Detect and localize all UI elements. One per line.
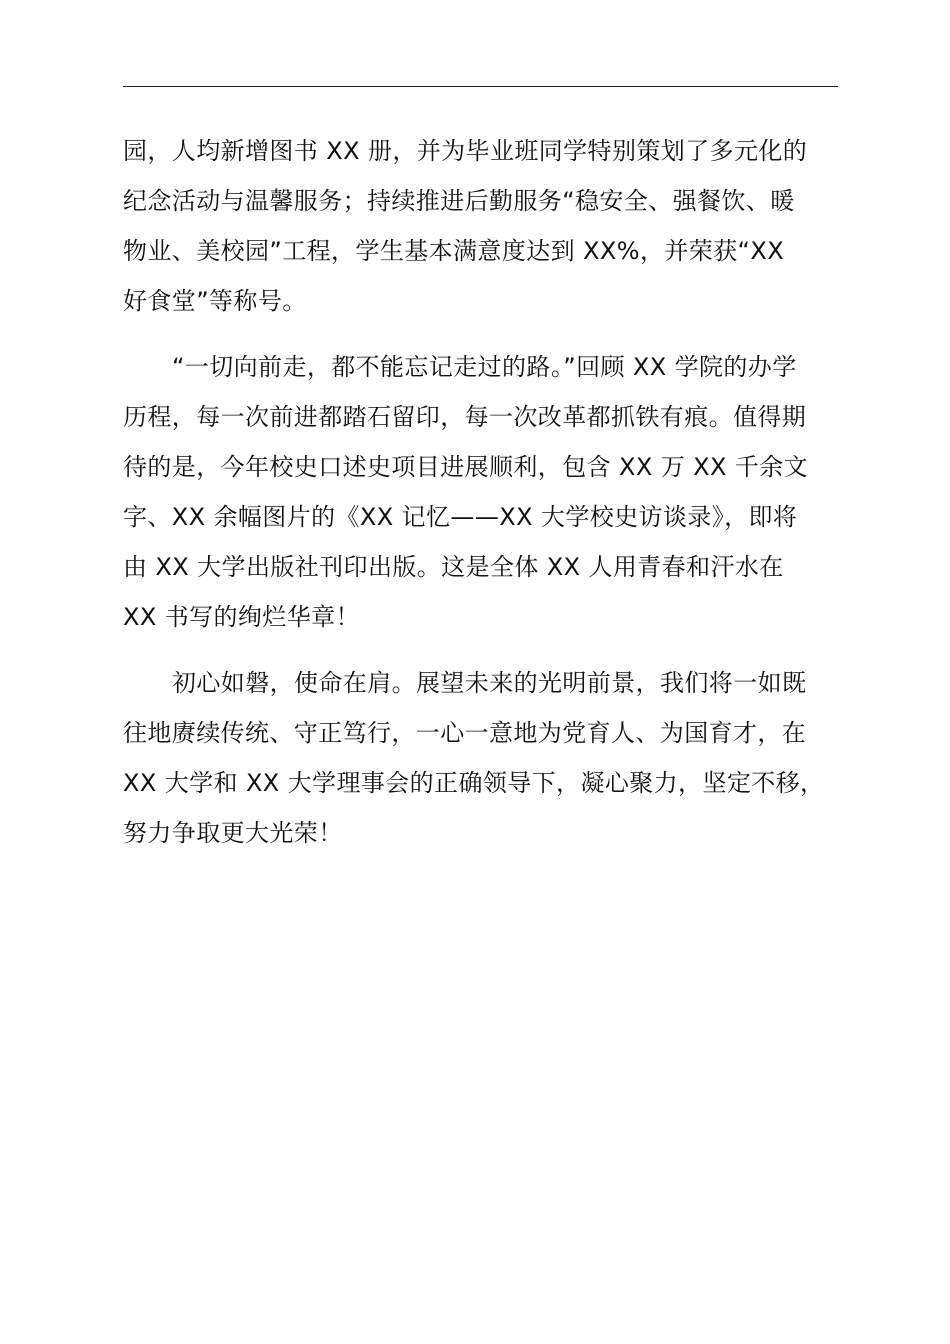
text-line: 物业、美校园”工程，学生基本满意度达到 XX%，并荣获“XX (123, 237, 785, 265)
paragraph-spacer (123, 326, 861, 342)
text-line: XX 大学和 XX 大学理事会的正确领导下，凝心聚力，坚定不移， (123, 769, 825, 797)
paragraph-2 (123, 342, 861, 642)
text-line: 纪念活动与温馨服务；持续推进后勤服务“稳安全、强餐饮、暖 (123, 187, 795, 215)
text-line: 努力争取更大光荣！ (123, 819, 343, 847)
text-line: 园，人均新增图书 XX 册，并为毕业班同学特别策划了多元化的 (123, 137, 808, 165)
header-rule (123, 86, 838, 87)
text-line: 待的是，今年校史口述史项目进展顺利，包含 XX 万 XX 千余文 (123, 453, 809, 481)
text-line: 历程，每一次前进都踏石留印，每一次改革都抓铁有痕。值得期 (123, 403, 807, 431)
text-line: 初心如磐，使命在肩。展望未来的光明前景，我们将一如既 (172, 669, 807, 697)
body-text (123, 126, 861, 858)
text-line: “一切向前走，都不能忘记走过的路。”回顾 XX 学院的办学 (172, 353, 797, 381)
paragraph-1 (123, 126, 861, 326)
text-line: 字、XX 余幅图片的《XX 记忆——XX 大学校史访谈录》，即将 (123, 503, 798, 531)
text-line: 好食堂”等称号。 (123, 287, 307, 315)
paragraph-3 (123, 658, 861, 858)
text-line: XX 书写的绚烂华章！ (123, 603, 360, 631)
text-line: 往地赓续传统、守正笃行，一心一意地为党育人、为国育才，在 (123, 719, 807, 747)
text-line: 由 XX 大学出版社刊印出版。这是全体 XX 人用青春和汗水在 (123, 553, 784, 581)
paragraph-spacer (123, 642, 861, 658)
